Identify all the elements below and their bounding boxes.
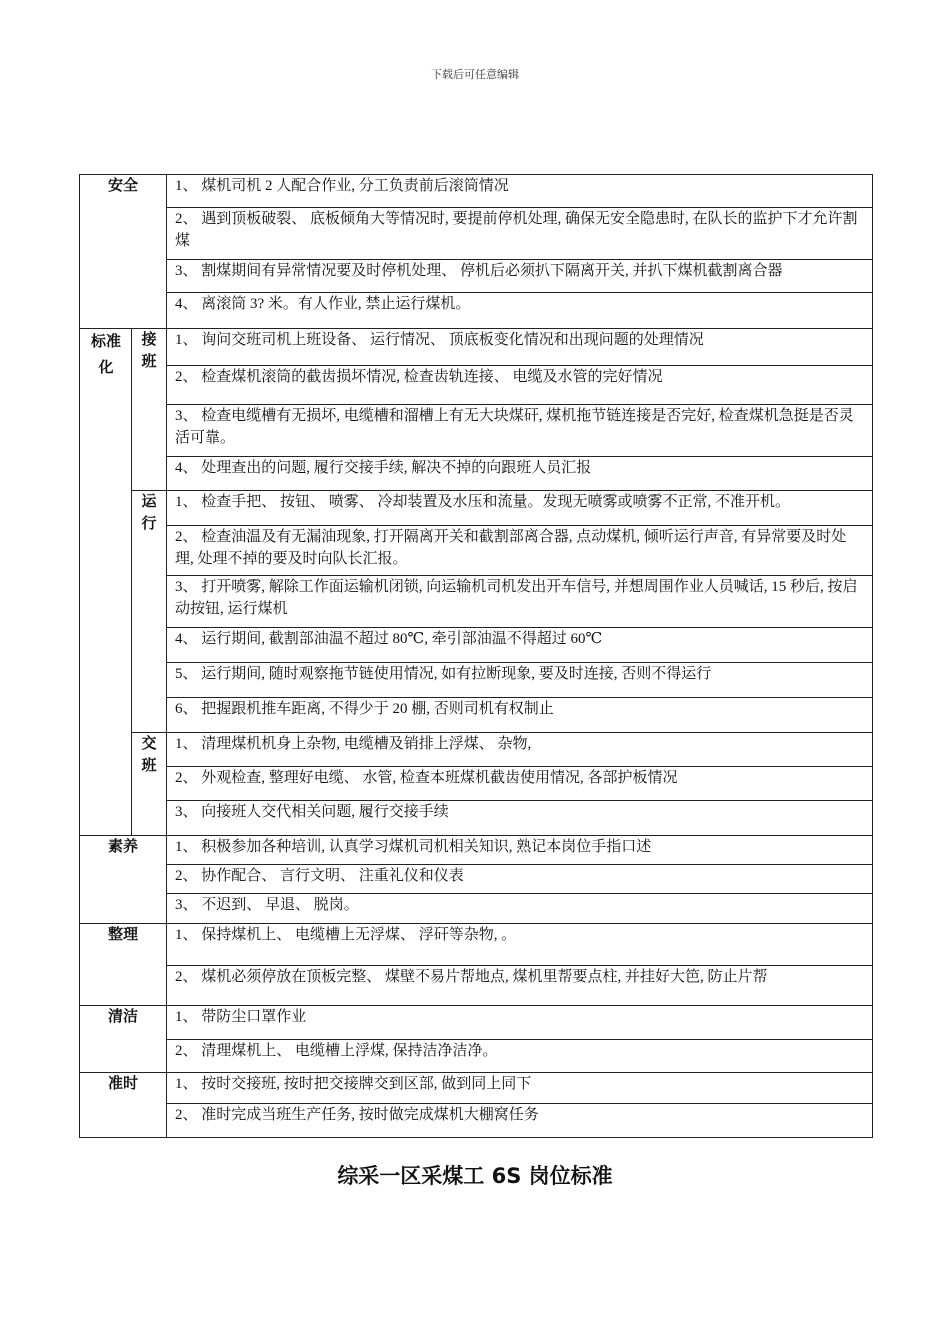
operation-item-3: 3、 打开喷雾, 解除工作面运输机闭锁, 向运输机司机发出开车信号, 并想周围作业人员喊话, 15 秒后, 按启动按钮, 运行煤机 xyxy=(167,576,873,628)
literacy-item-1: 1、 积极参加各种培训, 认真学习煤机司机相关知识, 熟记本岗位手指口述 xyxy=(167,836,873,865)
safety-item-1: 1、 煤机司机 2 人配合作业, 分工负责前后滚筒情况 xyxy=(167,175,873,208)
clean-item-2: 2、 清理煤机上、 电缆槽上浮煤, 保持洁净洁净。 xyxy=(167,1040,873,1073)
category-literacy: 素养 xyxy=(80,836,167,924)
literacy-item-3: 3、 不迟到、 早退、 脱岗。 xyxy=(167,894,873,924)
literacy-item-2: 2、 协作配合、 言行文明、 注重礼仪和仪表 xyxy=(167,865,873,894)
page-title: 综采一区采煤工 6S 岗位标准 xyxy=(337,1164,613,1188)
tidy-item-1: 1、 保持煤机上、 电缆槽上无浮煤、 浮矸等杂物, 。 xyxy=(167,924,873,966)
operation-item-6: 6、 把握跟机推车距离, 不得少于 20 棚, 否则司机有权制止 xyxy=(167,698,873,733)
handover-in-item-4: 4、 处理查出的问题, 履行交接手续, 解决不掉的向跟班人员汇报 xyxy=(167,457,873,491)
handover-in-item-2: 2、 检查煤机滚筒的截齿损坏情况, 检查齿轨连接、 电缆及水管的完好情况 xyxy=(167,366,873,405)
subcategory-operation: 运行 xyxy=(132,491,167,733)
safety-item-3: 3、 割煤期间有异常情况要及时停机处理、 停机后必须扒下隔离开关, 并扒下煤机截割离合器 xyxy=(167,260,873,293)
operation-item-2: 2、 检查油温及有无漏油现象, 打开隔离开关和截割部离合器, 点动煤机, 倾听运行声音, 有异常要及时处理, 处理不掉的要及时向队长汇报。 xyxy=(167,526,873,576)
header-note: 下载后可任意编辑 xyxy=(431,69,519,81)
safety-item-4: 4、 离滚筒 3? 米。有人作业, 禁止运行煤机。 xyxy=(167,293,873,329)
position-standard-table xyxy=(79,174,873,1138)
punctual-item-2: 2、 准时完成当班生产任务, 按时做完成煤机大棚窝任务 xyxy=(167,1104,873,1138)
punctual-item-1: 1、 按时交接班, 按时把交接牌交到区部, 做到同上同下 xyxy=(167,1073,873,1104)
operation-item-5: 5、 运行期间, 随时观察拖节链使用情况, 如有拉断现象, 要及时连接, 否则不得运行 xyxy=(167,663,873,698)
operation-item-1: 1、 检查手把、 按钮、 喷雾、 冷却装置及水压和流量。发现无喷雾或喷雾不正常, 不准开机。 xyxy=(167,491,873,526)
tidy-item-2: 2、 煤机必须停放在顶板完整、 煤壁不易片帮地点, 煤机里帮要点柱, 并挂好大笆, 防止片帮 xyxy=(167,966,873,1006)
subcategory-handover-in: 接班 xyxy=(132,329,167,491)
category-safety: 安全 xyxy=(80,175,167,329)
safety-item-2: 2、 遇到顶板破裂、 底板倾角大等情况时, 要提前停机处理, 确保无安全隐患时, 在队长的监护下才允许割煤 xyxy=(167,208,873,260)
handover-out-item-2: 2、 外观检查, 整理好电缆、 水管, 检查本班煤机截齿使用情况, 各部护板情况 xyxy=(167,767,873,801)
operation-item-4: 4、 运行期间, 截割部油温不超过 80℃, 牵引部油温不得超过 60℃ xyxy=(167,628,873,663)
handover-in-item-3: 3、 检查电缆槽有无损坏, 电缆槽和溜槽上有无大块煤矸, 煤机拖节链连接是否完好, 检查煤机急挺是否灵活可靠。 xyxy=(167,405,873,457)
subcategory-handover-out: 交班 xyxy=(132,733,167,836)
category-standardization: 标准化 xyxy=(80,329,132,836)
category-clean: 清洁 xyxy=(80,1006,167,1073)
handover-out-item-1: 1、 清理煤机机身上杂物, 电缆槽及销排上浮煤、 杂物, xyxy=(167,733,873,767)
category-tidy: 整理 xyxy=(80,924,167,1006)
category-punctual: 准时 xyxy=(80,1073,167,1138)
handover-out-item-3: 3、 向接班人交代相关问题, 履行交接手续 xyxy=(167,801,873,836)
handover-in-item-1: 1、 询问交班司机上班设备、 运行情况、 顶底板变化情况和出现问题的处理情况 xyxy=(167,329,873,366)
clean-item-1: 1、 带防尘口罩作业 xyxy=(167,1006,873,1040)
